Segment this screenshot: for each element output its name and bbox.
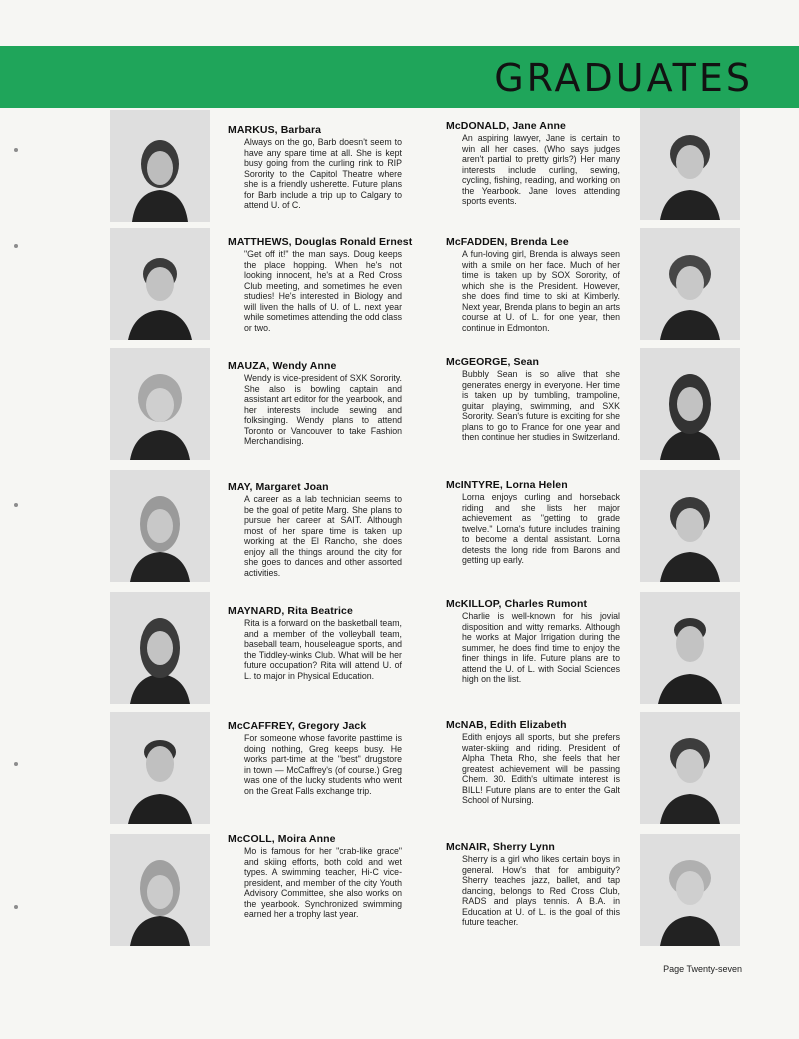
graduate-photo	[640, 470, 740, 582]
graduate-bio: Edith enjoys all sports, but she prefers water-skiing and riding. President of Alpha Theta Rho, she feels that her greatest achievement will be passing Chem. 30. Edith's ultimate interest is BILL! Future plans are to enter the Galt School of Nursing.	[462, 732, 620, 805]
graduate-name: MAUZA, Wendy Anne	[228, 360, 337, 372]
graduate-photo	[640, 108, 740, 220]
graduate-photo	[640, 834, 740, 946]
graduate-bio: A career as a lab technician seems to be the goal of petite Marg. She plans to pursue her career at SAIT. Although most of her spare time is taken up working at the El Rancho, she does enjoy all the things around the city for she goes to dances and other assorted activities.	[244, 494, 402, 578]
graduate-bio: For someone whose favorite pasttime is doing nothing, Greg keeps busy. He works part-time at the "best" drugstore in town — McCaffrey's (of course.) Greg was one of the lucky students who went on the Great Falls exchange trip.	[244, 733, 402, 796]
graduate-name: McKILLOP, Charles Rumont	[446, 598, 588, 610]
graduate-photo	[640, 712, 740, 824]
binder-hole-mark	[14, 244, 18, 248]
graduate-photo	[110, 834, 210, 946]
graduate-name: McNAB, Edith Elizabeth	[446, 719, 567, 731]
graduate-name: MAYNARD, Rita Beatrice	[228, 605, 353, 617]
graduate-bio: Bubbly Sean is so alive that she generates energy in everyone. Her time is taken up by tumbling, trampoline, guitar playing, swimming, and SXK Sorority. Sean's future is exciting for she plans to go to France for one year and then continue her studies in Switzerland.	[462, 369, 620, 442]
graduate-bio: Always on the go, Barb doesn't seem to have any spare time at all. She is kept busy going from the curling rink to RIP Sorority to the Capitol Theatre where she is a friendly usherette. Future plans for Barb include a trip up to Calgary to attend U. of C.	[244, 137, 402, 210]
graduate-bio: A fun-loving girl, Brenda is always seen with a smile on her face. Much of her time is taken up by SOX Sorority, of which she is the President. However, she does find time to ski at Kimberly. Next year, Brenda plans to begin an arts course at U. of L. for one year, then continue in Edmonton.	[462, 249, 620, 333]
graduate-photo	[110, 592, 210, 704]
graduate-photo	[640, 592, 740, 704]
graduate-name: MATTHEWS, Douglas Ronald Ernest	[228, 236, 413, 248]
graduate-photo	[110, 470, 210, 582]
graduate-bio: Charlie is well-known for his jovial disposition and witty remarks. Although he works at Major Irrigation during the summer, he does find time to enjoy the finer things in life. Future plans are to attend the U. of L. with Social Sciences high on the list.	[462, 611, 620, 684]
binder-hole-mark	[14, 762, 18, 766]
graduate-name: McINTYRE, Lorna Helen	[446, 479, 568, 491]
graduate-photo	[110, 712, 210, 824]
graduate-bio: Lorna enjoys curling and horseback riding and she lists her major achievement as "getting to grade twelve." Lorna's future includes training to become a dental assistant. Lorna detests the long ride from Barons and getting up early.	[462, 492, 620, 565]
graduate-bio: Rita is a forward on the basketball team, and a member of the volleyball team, baseball team, houseleague sports, and the Tiddley-winks Club. What will be her future occupation? Rita will attend U. of L. to major in Physical Education.	[244, 618, 402, 681]
binder-hole-mark	[14, 905, 18, 909]
graduate-photo	[640, 228, 740, 340]
graduate-bio: An aspiring lawyer, Jane is certain to win all her cases. (Who says judges aren't partial to pretty girls?) Her many interests include curling, sewing, cycling, fishing, reading, and working on the Yearbook. Jane loves attending sports events.	[462, 133, 620, 206]
graduate-name: McNAIR, Sherry Lynn	[446, 841, 555, 853]
graduate-photo	[110, 110, 210, 222]
graduate-bio: Mo is famous for her "crab-like grace" and skiing efforts, both cold and wet types. A swimming teacher, Hi-C vice-president, and member of the city Youth Advisory Committee, she also works on the yearbook. Synchronized swimming earned her a trophy last year.	[244, 846, 402, 919]
graduate-photo	[110, 228, 210, 340]
graduate-name: McFADDEN, Brenda Lee	[446, 236, 569, 248]
graduate-photo	[640, 348, 740, 460]
graduate-name: MAY, Margaret Joan	[228, 481, 329, 493]
graduate-bio: Wendy is vice-president of SXK Sorority. She also is bowling captain and assistant art editor for the yearbook, and her interests include sewing and folksinging. Wendy plans to attend Toronto or Vancouver to take Fashion Merchandising.	[244, 373, 402, 446]
graduate-name: McCAFFREY, Gregory Jack	[228, 720, 367, 732]
graduate-bio: Sherry is a girl who likes certain boys in general. How's that for ambiguity? Sherry teaches jazz, ballet, and tap dancing, belongs to Red Cross Club, RADS and plays tennis. A B.A. in Education at U. of L. is the goal of this future teacher.	[462, 854, 620, 927]
binder-hole-mark	[14, 148, 18, 152]
graduate-name: McCOLL, Moira Anne	[228, 833, 336, 845]
graduate-bio: "Get off it!" the man says. Doug keeps the place hopping. When he's not looking innocent, he's at a Red Cross Club meeting, and sometimes he even studies! He's interested in Biology and will liven the halls of U. of L. next year while sometimes attending the odd class or two.	[244, 249, 402, 333]
page-title: GRADUATES	[494, 56, 753, 100]
graduate-photo	[110, 348, 210, 460]
page-number: Page Twenty-seven	[663, 964, 742, 974]
graduate-name: MARKUS, Barbara	[228, 124, 322, 136]
binder-hole-mark	[14, 503, 18, 507]
graduate-name: McDONALD, Jane Anne	[446, 120, 566, 132]
graduate-name: McGEORGE, Sean	[446, 356, 540, 368]
